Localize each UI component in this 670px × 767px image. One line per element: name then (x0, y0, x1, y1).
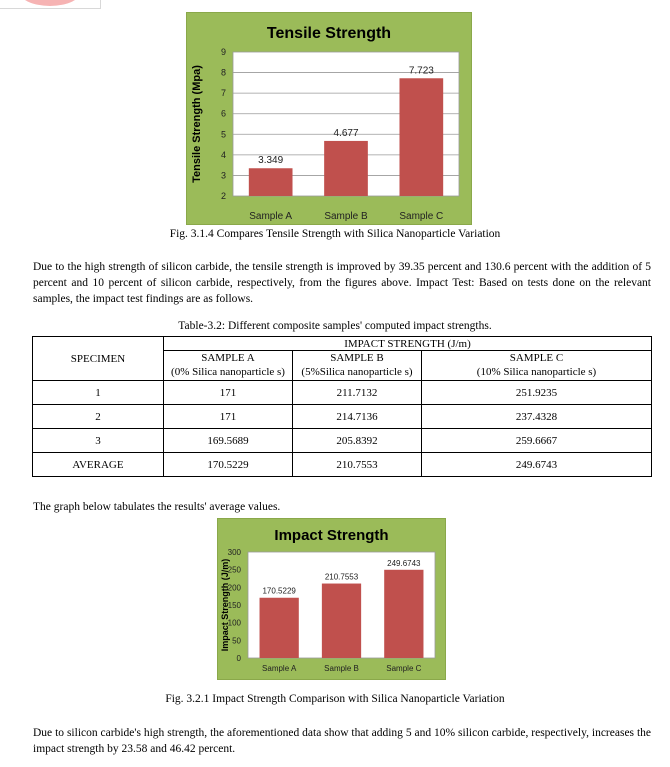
impact-strength-chart (217, 518, 446, 680)
y-tick-label: 9 (220, 47, 226, 57)
sample-b-header: SAMPLE B (293, 351, 422, 365)
sample-b-cell: 211.7132 (293, 381, 422, 405)
sample-c-cell: 259.6667 (422, 429, 652, 453)
table-3-2-caption: Table-3.2: Different composite samples' computed impact strengths. (178, 320, 492, 332)
y-tick-label: 0 (236, 654, 241, 663)
data-label: 3.349 (258, 155, 284, 167)
table-row (33, 429, 652, 453)
y-tick-label: 6 (220, 108, 226, 119)
y-tick-label: 7 (220, 88, 226, 99)
sample-c-cell: 237.4328 (422, 405, 652, 429)
y-tick-label: 2 (220, 191, 226, 201)
sample-b-cell: 214.7136 (293, 405, 422, 429)
sample-c-cell: 251.9235 (422, 381, 652, 405)
bar (249, 168, 293, 196)
sample-a-subheader: (0% Silica nanoparticle s) (164, 365, 293, 381)
impact-strength-table (32, 336, 652, 477)
y-tick-label: 200 (227, 583, 241, 593)
bar (322, 584, 361, 658)
sample-b-cell: 210.7553 (293, 453, 422, 477)
chart-title: Impact Strength (274, 527, 389, 544)
sample-a-cell: 171 (164, 405, 293, 429)
data-label: 4.677 (333, 127, 359, 139)
tensile-strength-chart (186, 12, 472, 225)
table-row (33, 381, 652, 405)
specimen-header: SPECIMEN (33, 337, 164, 381)
sample-a-cell: 169.5689 (164, 429, 293, 453)
data-label: 210.7553 (324, 572, 359, 582)
impact-strength-group-header: IMPACT STRENGTH (J/m) (164, 337, 652, 351)
y-axis-label: Impact Strength (J/m) (220, 558, 230, 652)
x-tick-label: Sample B (324, 664, 359, 673)
bar (324, 141, 368, 196)
x-tick-label: Sample C (386, 664, 422, 673)
sample-c-cell: 249.6743 (422, 453, 652, 477)
y-tick-label: 50 (232, 636, 241, 646)
y-tick-label: 100 (227, 618, 241, 628)
y-tick-label: 300 (227, 548, 241, 557)
sample-c-header: SAMPLE C (422, 351, 652, 365)
paragraph-tensile-improvement: Due to the high strength of silicon carbide, the tensile strength is improved by 39.35 percent and 130.6 percent with the addition of 5 percent and 10 percent of silicon carbide, respectively, from the figures above. Impact Test: Based on tests done on the relevant samples, the impact test findings are as follows. (33, 261, 651, 305)
sample-a-cell: 171 (164, 381, 293, 405)
bar (399, 78, 443, 196)
y-axis-label: Tensile Strength (Mpa) (191, 65, 203, 183)
specimen-cell: 2 (33, 405, 164, 429)
specimen-cell: 1 (33, 381, 164, 405)
y-tick-label: 5 (220, 129, 226, 140)
chart-title: Tensile Strength (266, 25, 392, 42)
y-tick-label: 250 (227, 565, 241, 575)
sample-a-cell: 170.5229 (164, 453, 293, 477)
x-tick-label: Sample B (324, 211, 368, 222)
x-tick-label: Sample A (262, 664, 297, 673)
data-label: 170.5229 (262, 586, 296, 596)
y-tick-label: 3 (220, 170, 226, 181)
y-tick-label: 4 (220, 149, 226, 160)
fig-3-2-1-caption: Fig. 3.2.1 Impact Strength Comparison with Silica Nanoparticle Variation (165, 693, 505, 705)
sample-b-subheader: (5%Silica nanoparticle s) (293, 365, 422, 381)
table-row (33, 405, 652, 429)
data-label: 7.723 (408, 65, 434, 77)
paragraph-graph-intro: The graph below tabulates the results' average values. (33, 501, 281, 513)
sample-b-cell: 205.8392 (293, 429, 422, 453)
sample-c-subheader: (10% Silica nanoparticle s) (422, 365, 652, 381)
data-label: 249.6743 (387, 558, 421, 568)
bar (260, 598, 299, 658)
specimen-cell: AVERAGE (33, 453, 164, 477)
fig-3-1-4-caption: Fig. 3.1.4 Compares Tensile Strength with Silica Nanoparticle Variation (169, 228, 501, 240)
table-row-average (33, 453, 652, 477)
sample-a-header: SAMPLE A (164, 351, 293, 365)
x-tick-label: Sample A (249, 211, 293, 222)
specimen-cell: 3 (33, 429, 164, 453)
bar (384, 570, 423, 658)
y-tick-label: 8 (220, 67, 226, 78)
paragraph-impact-improvement: Due to silicon carbide's high strength, the aforementioned data show that adding 5 and 10% silicon carbide, respectively, increases the impact strength by 23.58 and 46.42 percent. (33, 727, 651, 755)
y-tick-label: 150 (227, 601, 241, 610)
x-tick-label: Sample C (399, 211, 444, 222)
